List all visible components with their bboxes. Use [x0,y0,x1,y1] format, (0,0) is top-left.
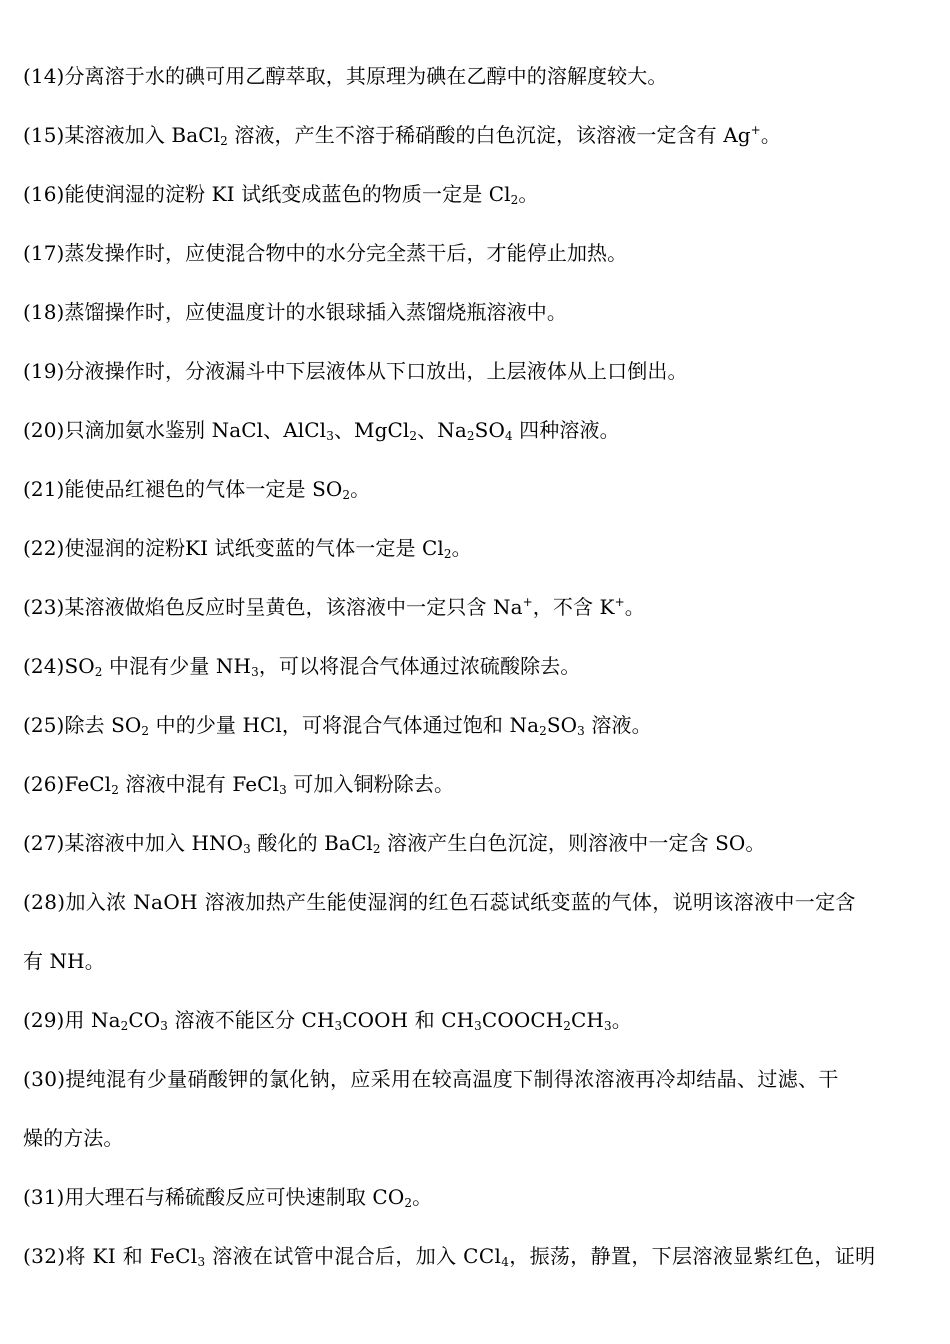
text-segment: 。 [518,182,539,206]
text-segment: (16)能使润湿的淀粉 KI 试纸变成蓝色的物质一定是 Cl [23,182,511,206]
text-segment: (27)某溶液中加入 HNO [23,831,244,855]
subscript: 2 [94,665,103,679]
subscript: 2 [466,429,475,443]
text-line [23,342,928,401]
subscript: 3 [577,724,585,738]
text-line [23,460,928,519]
text-segment: 中混有少量 NH [102,654,252,678]
text-segment: ，振荡，静置，下层溶液显紫红色，证明 [509,1244,876,1268]
text-segment: (31)用大理石与稀硫酸反应可快速制取 CO [23,1185,405,1209]
text-segment: 溶液。 [584,713,652,737]
text-segment: (17)蒸发操作时，应使混合物中的水分完全蒸干后，才能停止加热。 [23,241,628,265]
subscript: 2 [120,1019,129,1033]
text-segment: (19)分液操作时，分液漏斗中下层液体从下口放出，上层液体从上口倒出。 [23,359,688,383]
subscript: 3 [603,1019,612,1033]
text-segment: 燥的方法。 [23,1126,124,1150]
text-segment: (21)能使品红褪色的气体一定是 SO [23,477,343,501]
subscript: 2 [220,134,228,148]
subscript: 4 [501,1255,510,1269]
text-line [23,578,928,637]
subscript: 2 [539,724,547,738]
superscript: + [522,595,533,609]
text-line [23,401,928,460]
subscript: 4 [504,429,513,443]
subscript: 3 [334,1019,343,1033]
text-segment: 。 [760,123,781,147]
text-line [23,165,928,224]
text-segment: 。 [350,477,371,501]
text-line [23,1109,928,1168]
text-segment: (20)只滴加氨水鉴别 NaCl、AlCl [23,418,327,442]
subscript: 2 [563,1019,572,1033]
text-segment: 、MgCl [333,418,410,442]
text-segment: CH [571,1008,604,1032]
text-segment: ，不含 K [532,595,615,619]
text-line [23,696,928,755]
text-line [23,814,928,873]
subscript: 3 [197,1255,206,1269]
text-line [23,1227,928,1286]
text-line [23,1168,928,1227]
text-segment: (25)除去 SO [23,713,142,737]
text-segment: 中的少量 HCl，可将混合气体通过饱和 Na [149,713,540,737]
text-segment: CO [128,1008,161,1032]
subscript: 3 [279,783,287,797]
text-line [23,932,928,991]
text-segment: 溶液在试管中混合后，加入 CCl [205,1244,502,1268]
subscript: 2 [372,842,381,856]
subscript: 2 [342,488,351,502]
subscript: 3 [326,429,334,443]
text-segment: 酸化的 BaCl [250,831,373,855]
text-segment: (14)分离溶于水的碘可用乙醇萃取，其原理为碘在乙醇中的溶解度较大。 [23,64,668,88]
text-segment: 四种溶液。 [512,418,620,442]
text-segment: 溶液不能区分 CH [168,1008,335,1032]
text-segment: (26)FeCl [23,772,112,796]
subscript: 2 [409,429,418,443]
text-line [23,1050,928,1109]
text-segment: 溶液中混有 FeCl [118,772,280,796]
subscript: 2 [510,193,519,207]
text-segment: 可加入铜粉除去。 [286,772,455,796]
text-segment: (15)某溶液加入 BaCl [23,123,221,147]
subscript: 2 [443,547,452,561]
document-page [23,47,928,1286]
text-line [23,519,928,578]
text-line [23,637,928,696]
text-line [23,991,928,1050]
text-segment: (30)提纯混有少量硝酸钾的氯化钠，应采用在较高温度下制得浓溶液再冷却结晶、过滤、干 [23,1067,839,1091]
text-segment: SO [546,713,578,737]
text-segment: 溶液产生白色沉淀，则溶液中一定含 SO。 [380,831,766,855]
subscript: 3 [251,665,259,679]
text-segment: COOCH [481,1008,564,1032]
text-segment: 有 NH。 [23,949,105,973]
text-line [23,224,928,283]
subscript: 3 [160,1019,169,1033]
text-segment: (18)蒸馏操作时，应使温度计的水银球插入蒸馏烧瓶溶液中。 [23,300,567,324]
text-segment: 。 [624,595,645,619]
text-segment: ，可以将混合气体通过浓硫酸除去。 [258,654,581,678]
text-line [23,755,928,814]
text-segment: 。 [611,1008,632,1032]
text-segment: 。 [412,1185,433,1209]
superscript: + [750,123,761,137]
text-segment: COOH 和 CH [342,1008,475,1032]
subscript: 3 [474,1019,482,1033]
text-segment: 。 [451,536,472,560]
superscript: + [614,595,625,609]
subscript: 2 [141,724,150,738]
subscript: 3 [243,842,251,856]
text-line [23,283,928,342]
text-segment: SO [474,418,505,442]
text-segment: (23)某溶液做焰色反应时呈黄色，该溶液中一定只含 Na [23,595,523,619]
text-segment: (32)将 KI 和 FeCl [23,1244,198,1268]
text-segment: (28)加入浓 NaOH 溶液加热产生能使湿润的红色石蕊试纸变蓝的气体，说明该溶液中一定含 [23,890,856,914]
text-line [23,873,928,932]
text-segment: 、Na [417,418,467,442]
text-segment: (22)使湿润的淀粉KI 试纸变蓝的气体一定是 Cl [23,536,444,560]
subscript: 2 [404,1196,413,1210]
text-segment: (24)SO [23,654,95,678]
text-line [23,106,928,165]
subscript: 2 [111,783,119,797]
text-line [23,47,928,106]
text-segment: (29)用 Na [23,1008,121,1032]
text-segment: 溶液，产生不溶于稀硝酸的白色沉淀，该溶液一定含有 Ag [227,123,751,147]
